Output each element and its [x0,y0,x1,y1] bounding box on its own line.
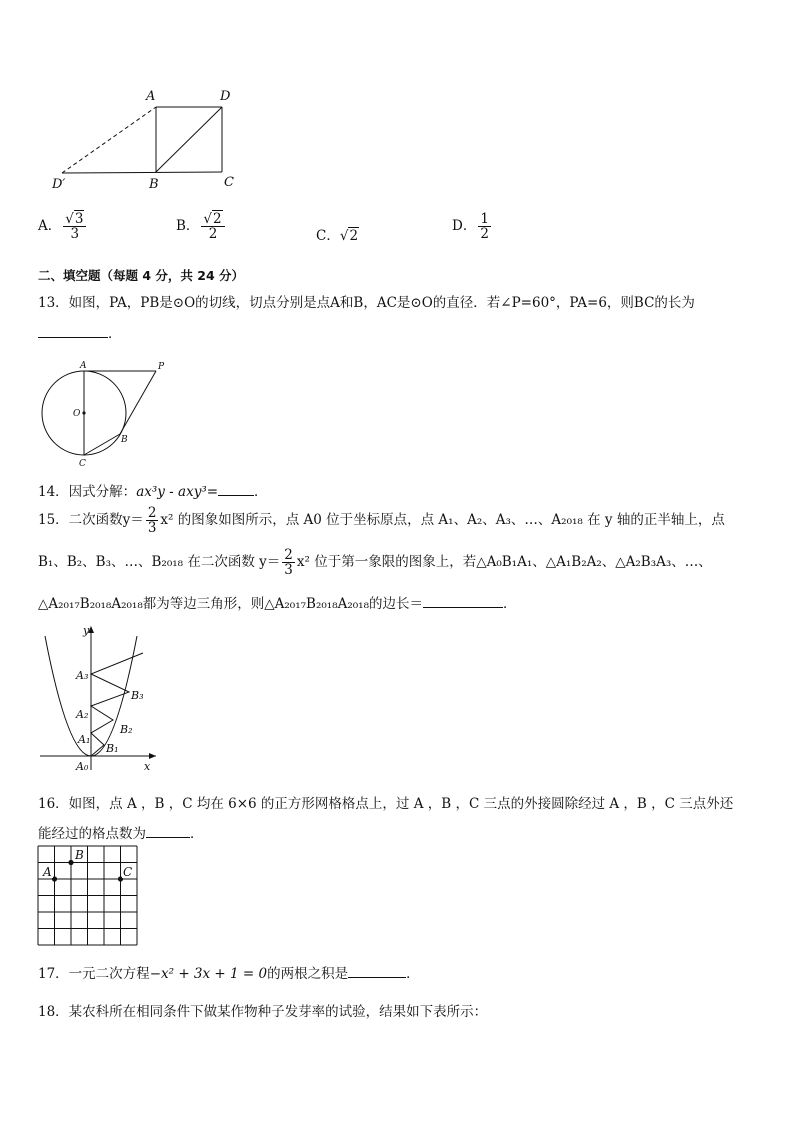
label-D: D [220,89,231,104]
label-C: C [79,459,86,469]
q16-line2: 能经过的格点数为 ． [38,826,204,842]
label-B1: B₁ [106,742,119,755]
q15-line2: B₁、B₂、B₃、…、B₂₀₁₈ 在二次函数 y＝ $\frac{2}{3}$ x² 位于第一象限的图象上，若△A₀B₁A₁、△A₁B₂A₂、△A₂B₃A₃、…、 [38,547,712,579]
label-B: B [149,177,159,192]
label-A3: A₃ [76,669,89,682]
q16-line1: 16．如图，点 A ，B ，C 均在 6×6 的正方形网格格点上，过 A ，B ，C 三点的外接圆除经过 A ，B ，C 三点外还 [38,796,734,812]
grid-figure [36,844,142,948]
label-x: x [144,760,151,773]
option-d: D． $\frac{1}{2}$ [452,211,489,243]
q14-text: 14．因式分解：ax³y - axy³= ． [38,484,268,500]
label-B3: B₃ [131,689,144,702]
label-A1: A₁ [78,733,91,746]
label-C: C [224,175,234,190]
q17-text: 17．一元二次方程−x² + 3x + 1 = 0的两根之积是 ． [38,966,420,982]
label-D-prime: D′ [52,177,66,192]
label-A: A [80,361,87,371]
label-B: B [121,435,128,445]
q15-line1: 15．二次函数y＝ $\frac{2}{3}$ x² 的图象如图所示，点 A0 位于坐标原点，点 A₁、A₂、A₃、…、A₂₀₁₈ 在 y 轴的正半轴上，点 [38,505,725,537]
option-b: B． $\frac{√2}{2}$ [176,212,227,241]
option-c: C．√2 [316,228,359,244]
label-A0: A₀ [76,760,89,773]
square-figure [40,85,250,195]
q15-line3: △A₂₀₁₇B₂₀₁₈A₂₀₁₈都为等边三角形，则△A₂₀₁₇B₂₀₁₈A₂₀₁₈的边长＝ ． [38,596,517,612]
section-title: 二、填空题（每题 4 分，共 24 分） [38,268,245,283]
q18-text: 18．某农科所在相同条件下做某作物种子发芽率的试验，结果如下表所示： [38,1004,488,1020]
label-y: y [83,624,90,637]
circle-figure [36,358,176,473]
parabola-figure [36,622,166,777]
q13-text: 13．如图，PA，PB是⊙O的切线，切点分别是点A和B，AC是⊙O的直径．若∠P=60°，PA=6，则BC的长为 [38,295,695,311]
label-A: A [146,89,156,104]
label-P: P [158,362,165,372]
label-B2: B₂ [120,723,133,736]
label-A: A [43,865,52,879]
q13-answer-line: ． [38,322,122,342]
label-C: C [123,865,133,879]
label-O: O [73,409,81,419]
label-A2: A₂ [76,708,89,721]
label-B: B [75,848,84,862]
option-a: A． $\frac{√3}{3}$ [38,212,88,241]
